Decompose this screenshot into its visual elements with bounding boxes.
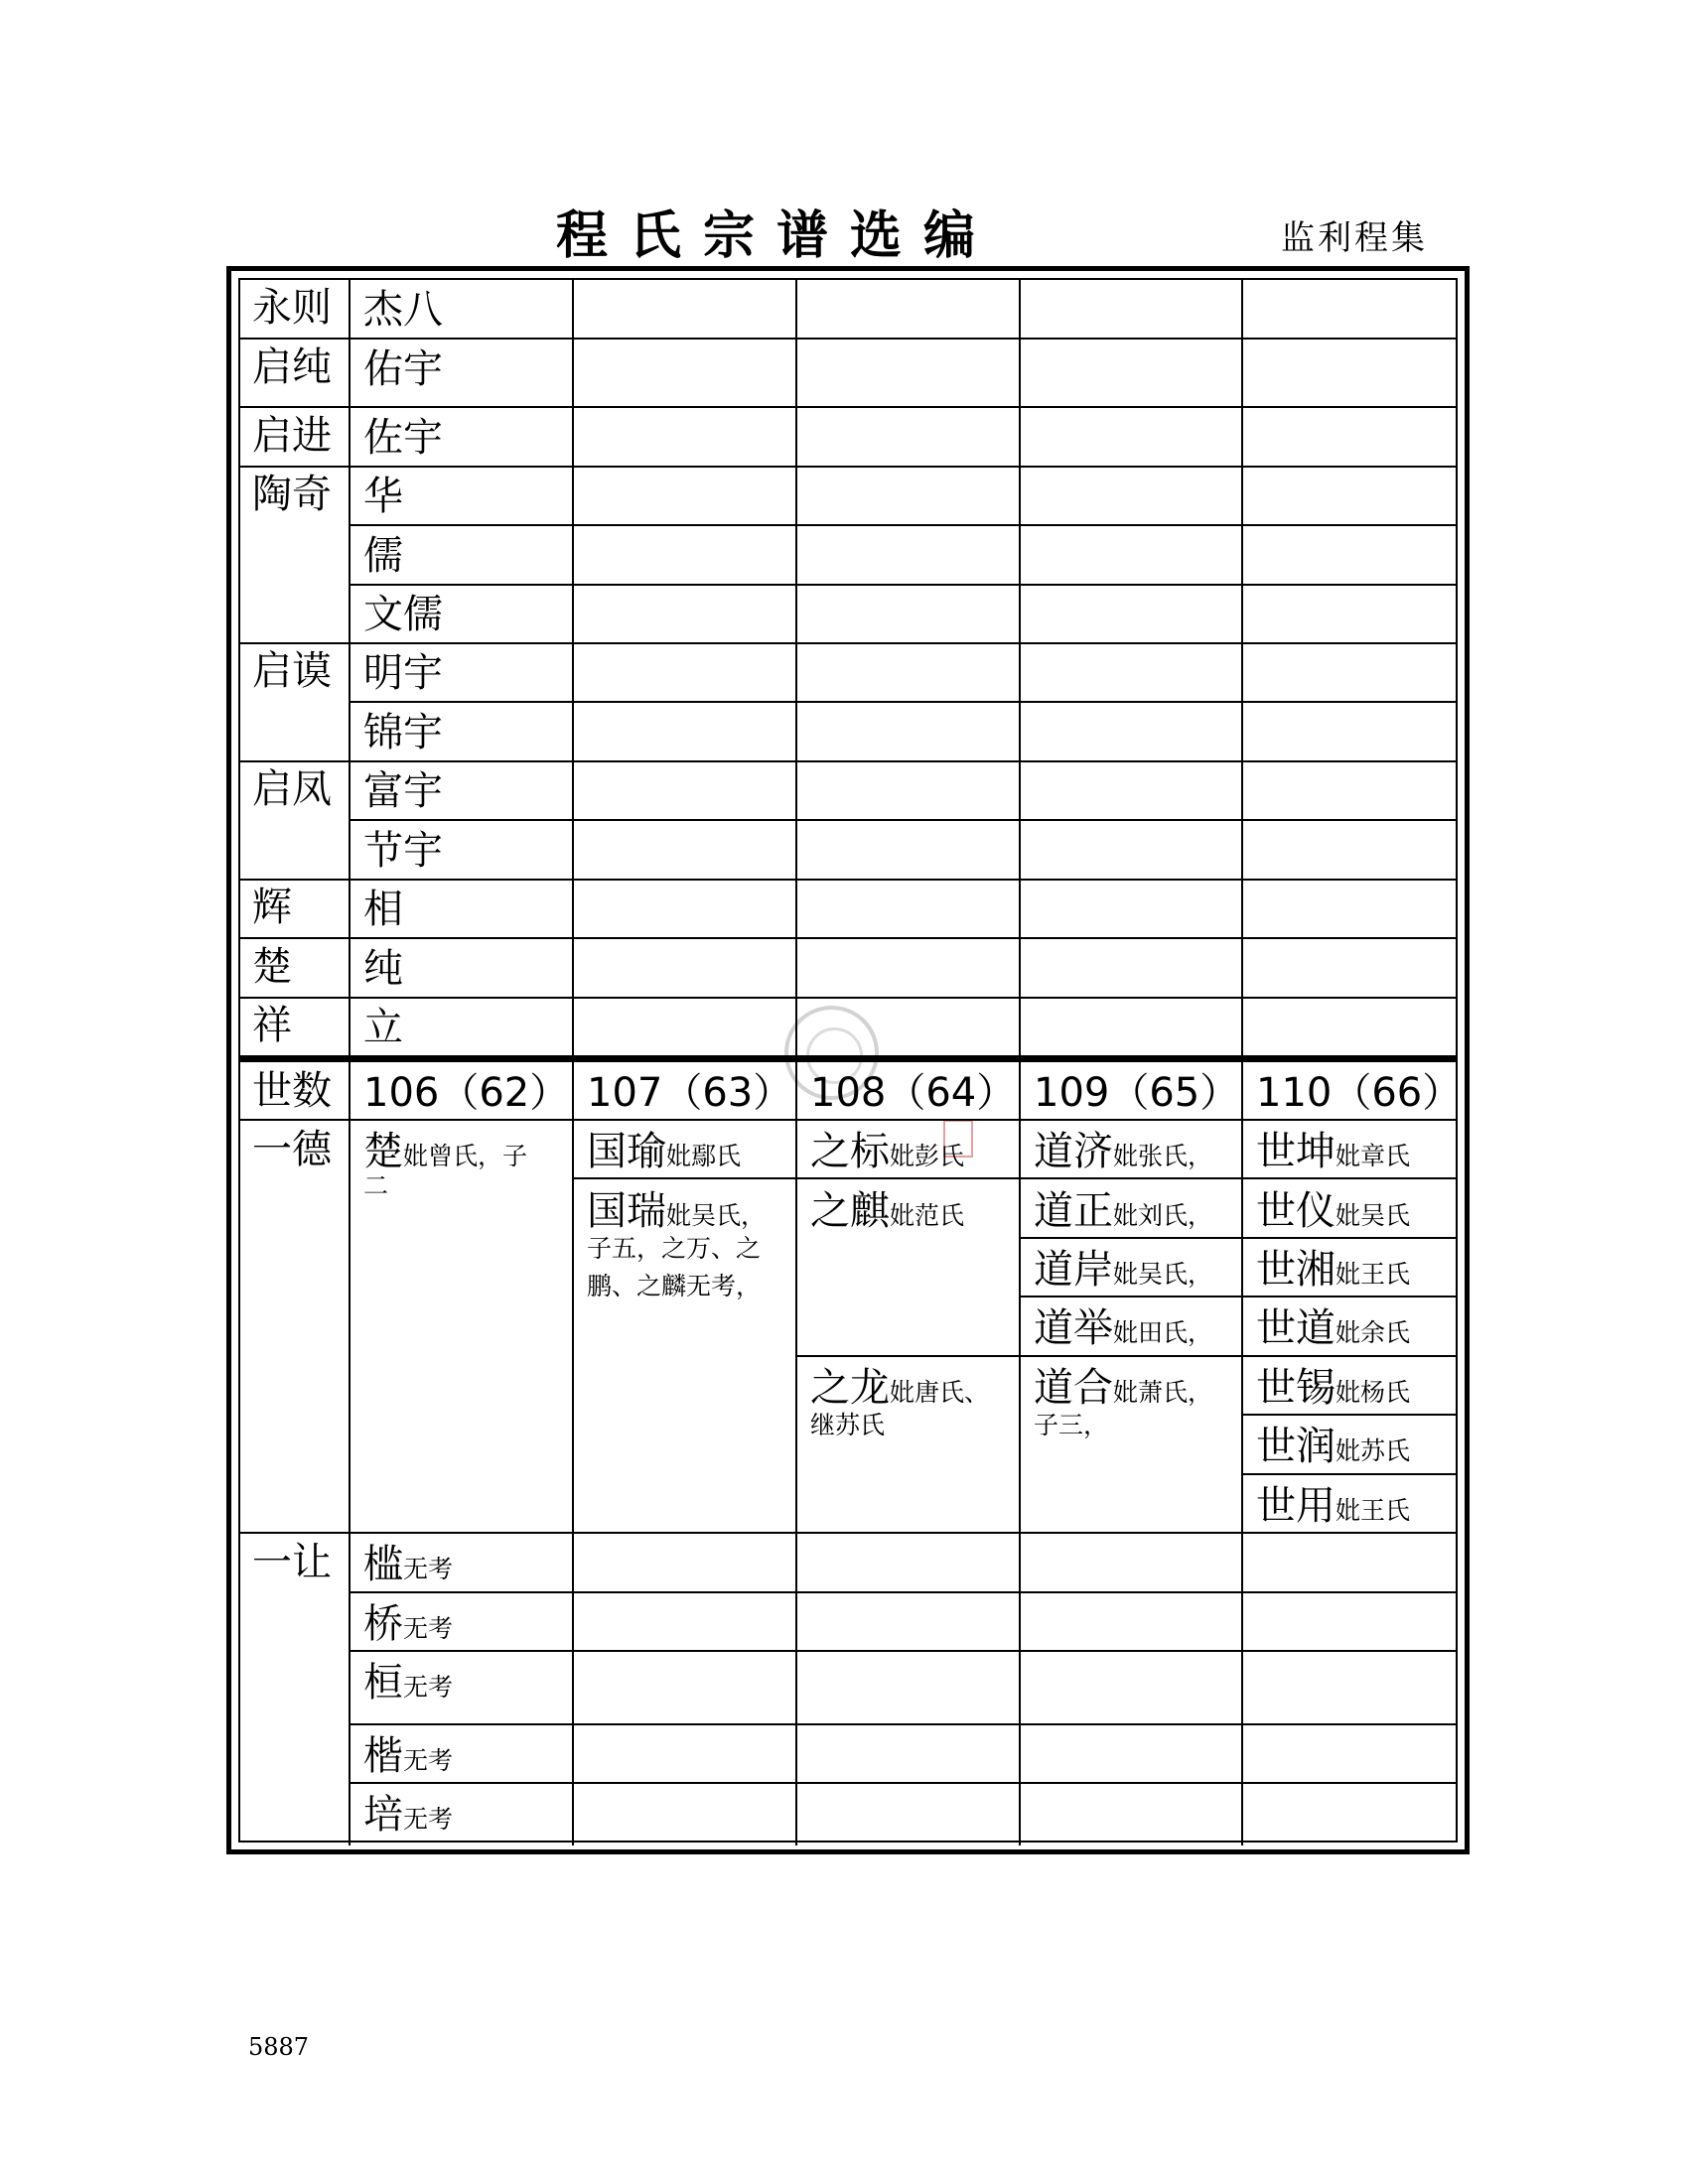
branch-label-yirang: 一让: [252, 1540, 332, 1585]
entry-note: 妣萧氏，: [1113, 1378, 1213, 1407]
col-divider-106: [572, 280, 574, 1845]
entry-note-line: 子三，: [1034, 1411, 1109, 1439]
upper-name: 佑宇: [363, 346, 443, 392]
entry-note: 妣唐氏、: [890, 1378, 990, 1407]
entry-note: 无考: [403, 1746, 454, 1775]
entry-note: 妣彭氏: [890, 1142, 965, 1170]
upper-label: 启谟: [252, 648, 332, 694]
entry-name: 之标: [810, 1129, 890, 1174]
entry-name: 道合: [1034, 1365, 1113, 1411]
upper-label: 永则: [252, 285, 332, 331]
row-line: [349, 1782, 1456, 1784]
entry-note-line: 子五，之万、之: [587, 1234, 762, 1263]
entry-name: 世仪: [1256, 1188, 1336, 1234]
entry-shixi: [1256, 1365, 1411, 1411]
upper-name: 立: [363, 1005, 403, 1050]
entry-shirun: [1256, 1424, 1411, 1469]
entry-qiao: [363, 1601, 454, 1647]
entry-note: 妣田氏，: [1113, 1318, 1213, 1347]
row-line: [240, 1119, 1456, 1121]
page-title: 程氏宗谱选编: [556, 206, 998, 266]
upper-label: 启进: [252, 413, 332, 459]
entry-note: 妣张氏，: [1113, 1142, 1213, 1170]
row-line: [572, 1177, 1456, 1179]
upper-name: 文儒: [363, 592, 443, 637]
entry-name: 楷: [363, 1733, 403, 1779]
row-line: [1241, 1414, 1456, 1416]
row-line: [349, 701, 1456, 703]
entry-note: 妣吴氏，: [666, 1201, 767, 1230]
entry-zhiqi: [810, 1188, 965, 1234]
entry-name: 道举: [1034, 1305, 1113, 1351]
generation-110: 110（66）: [1256, 1070, 1463, 1116]
entry-daoan: [1034, 1247, 1213, 1293]
upper-label: 祥: [252, 1003, 292, 1048]
upper-name: 相: [363, 887, 403, 932]
entry-name: 桓: [363, 1660, 403, 1706]
entry-note: 妣范氏: [890, 1201, 965, 1230]
entry-name: 国瑜: [587, 1129, 666, 1174]
entry-note-line: 鹏、之麟无考，: [587, 1272, 762, 1300]
upper-label: 启凤: [252, 766, 332, 812]
entry-guorui: [587, 1188, 767, 1234]
entry-name: 道岸: [1034, 1247, 1113, 1293]
entry-name: 世用: [1256, 1483, 1336, 1529]
upper-name: 节宇: [363, 828, 443, 874]
generation-109: 109（65）: [1034, 1070, 1240, 1116]
entry-note: 妣吴氏，: [1113, 1260, 1213, 1289]
entry-name: 之麒: [810, 1188, 890, 1234]
row-line: [349, 819, 1456, 821]
upper-label: 陶奇: [252, 472, 332, 517]
entry-name: 之龙: [810, 1365, 890, 1411]
entry-shixiang: [1256, 1247, 1411, 1293]
generation-106: 106（62）: [363, 1070, 570, 1116]
entry-name: 国瑞: [587, 1188, 666, 1234]
branch-label-yide: 一德: [252, 1127, 332, 1172]
entry-name: 桥: [363, 1601, 403, 1647]
entry-daozheng: [1034, 1188, 1213, 1234]
col-divider-label: [349, 280, 351, 1845]
entry-name: 世道: [1256, 1305, 1336, 1351]
upper-name: 富宇: [363, 768, 443, 814]
entry-kai: [363, 1733, 454, 1779]
generation-107: 107（63）: [587, 1070, 793, 1116]
entry-note: 无考: [403, 1805, 454, 1834]
row-line: [1019, 1296, 1456, 1297]
entry-guoyu: [587, 1129, 742, 1174]
entry-note: 妣苏氏: [1336, 1436, 1411, 1465]
col-divider-107: [795, 280, 797, 1845]
row-line: [240, 997, 1456, 999]
entry-note: 妣鄢氏: [666, 1142, 742, 1170]
entry-note: 妣曾氏，子: [403, 1142, 528, 1170]
entry-huan: [363, 1660, 454, 1706]
entry-note: 妣章氏: [1336, 1142, 1411, 1170]
row-line: [349, 1723, 1456, 1725]
entry-shiyi: [1256, 1188, 1411, 1234]
entry-daoji: [1034, 1129, 1213, 1174]
row-line: [349, 1650, 1456, 1652]
entry-note: 妣余氏: [1336, 1318, 1411, 1347]
page-number: 5887: [248, 2033, 310, 2061]
entry-name: 道济: [1034, 1129, 1113, 1174]
series-title: 监利程集: [1281, 218, 1428, 258]
row-line: [349, 1591, 1456, 1593]
entry-note: 妣王氏: [1336, 1496, 1411, 1525]
entry-name: 世坤: [1256, 1129, 1336, 1174]
entry-shidao: [1256, 1305, 1411, 1351]
row-line: [1241, 1473, 1456, 1475]
entry-name: 培: [363, 1792, 403, 1838]
upper-name: 儒: [363, 533, 403, 579]
genealogy-table: [238, 278, 1463, 1843]
entry-note-line: 继苏氏: [810, 1411, 886, 1439]
entry-zhilong: [810, 1365, 990, 1411]
generation-label: 世数: [252, 1068, 332, 1114]
entry-note: 无考: [403, 1614, 454, 1643]
entry-note: 无考: [403, 1673, 454, 1702]
entry-name: 世锡: [1256, 1365, 1336, 1411]
entry-daoju: [1034, 1305, 1213, 1351]
entry-note: 妣王氏: [1336, 1260, 1411, 1289]
entry-note: 无考: [403, 1555, 454, 1583]
col-divider-109: [1241, 280, 1243, 1845]
row-line: [240, 642, 1456, 644]
row-line: [240, 760, 1456, 762]
row-line: [349, 584, 1456, 586]
upper-name: 杰八: [363, 287, 443, 333]
entry-name: 槛: [363, 1542, 403, 1587]
row-line: [795, 1355, 1456, 1357]
row-line: [240, 406, 1456, 408]
upper-name: 佐宇: [363, 415, 443, 461]
col-divider-108: [1019, 280, 1021, 1845]
row-line: [240, 1532, 1456, 1534]
section-separator: [240, 1055, 1456, 1062]
row-line: [1019, 1237, 1456, 1239]
row-line: [349, 524, 1456, 526]
entry-note: 妣吴氏: [1336, 1201, 1411, 1230]
entry-chu: [363, 1129, 528, 1174]
entry-name: 楚: [363, 1129, 403, 1174]
entry-name: 道正: [1034, 1188, 1113, 1234]
upper-name: 锦宇: [363, 710, 443, 755]
entry-note-line: 二: [363, 1171, 389, 1200]
entry-note: 妣刘氏，: [1113, 1201, 1213, 1230]
entry-name: 世湘: [1256, 1247, 1336, 1293]
generation-108: 108（64）: [810, 1070, 1017, 1116]
upper-label: 辉: [252, 885, 292, 930]
entry-zhibiao: [810, 1129, 965, 1174]
entry-daohe: [1034, 1365, 1213, 1411]
row-line: [240, 466, 1456, 468]
row-line: [240, 937, 1456, 939]
row-line: [240, 338, 1456, 340]
entry-shiyong: [1256, 1483, 1411, 1529]
entry-shikun: [1256, 1129, 1411, 1174]
upper-label: 启纯: [252, 344, 332, 390]
upper-name: 华: [363, 474, 403, 519]
upper-label: 楚: [252, 944, 292, 990]
entry-note: 妣杨氏: [1336, 1378, 1411, 1407]
entry-name: 世润: [1256, 1424, 1336, 1469]
entry-pei: [363, 1792, 454, 1838]
upper-name: 纯: [363, 946, 403, 992]
genealogy-table-frame: [226, 266, 1470, 1854]
row-line: [240, 879, 1456, 881]
entry-jian: [363, 1542, 454, 1587]
upper-name: 明宇: [363, 650, 443, 696]
